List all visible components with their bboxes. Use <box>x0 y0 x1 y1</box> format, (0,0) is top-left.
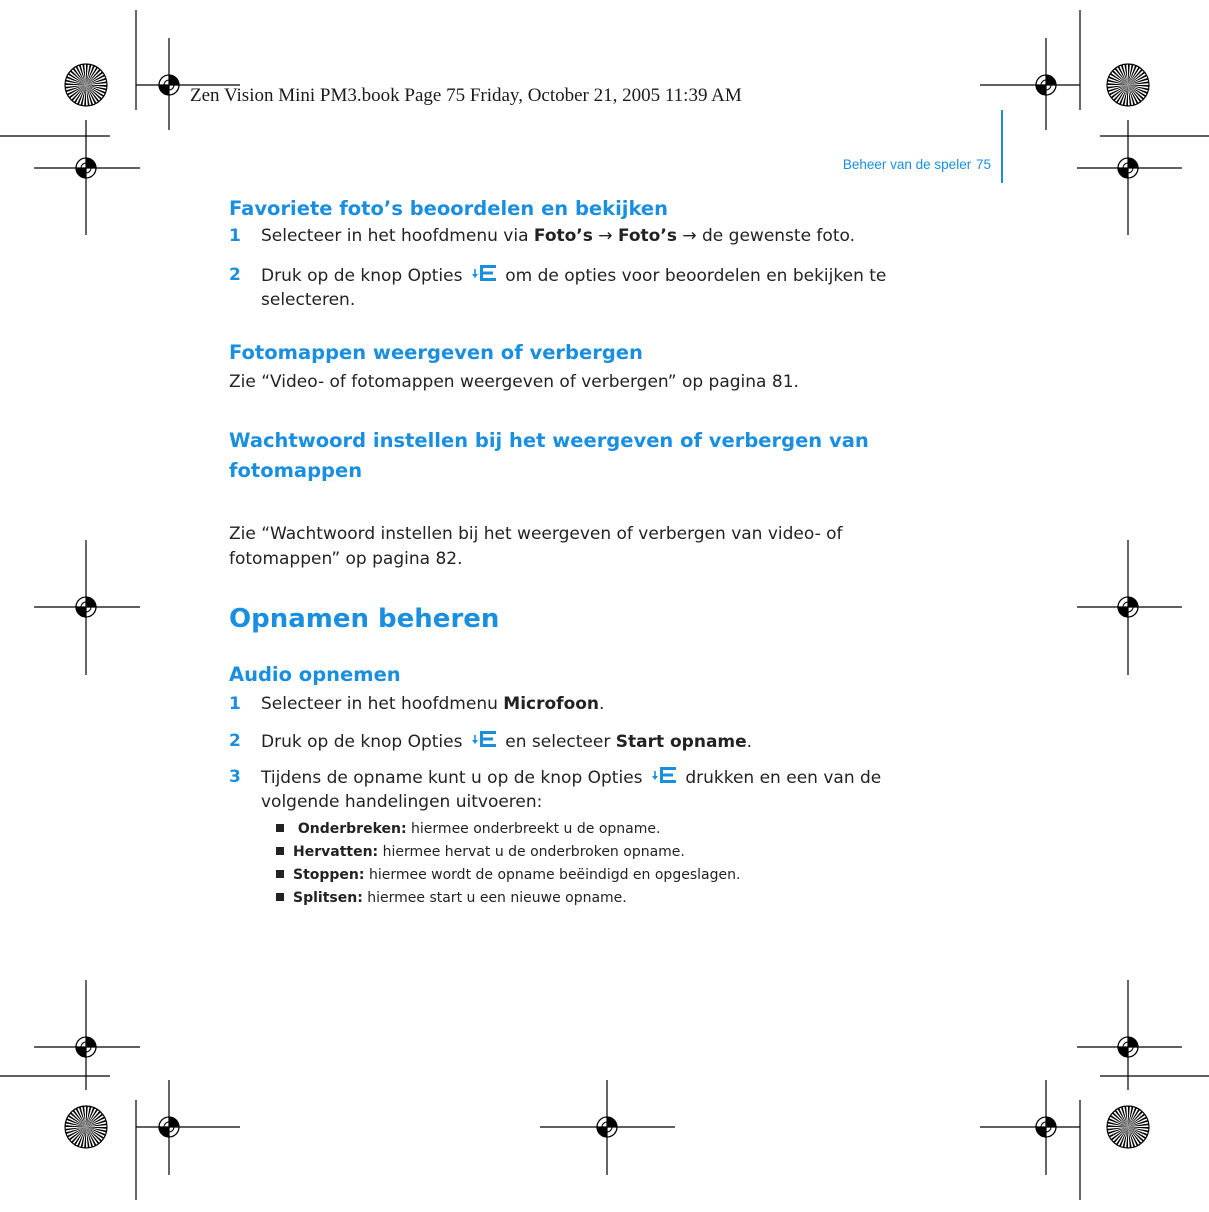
heading-photo-folders: Fotomappen weergeven of verbergen <box>229 341 643 364</box>
bullet-desc: hiermee onderbreekt u de opname. <box>406 821 661 837</box>
bullet-term: Stoppen: <box>293 867 365 883</box>
step-text: → de gewenste foto. <box>676 226 855 246</box>
bullet-item <box>276 888 627 908</box>
step-text: Druk op de knop Opties <box>261 266 468 286</box>
bullet-square-icon <box>276 847 284 855</box>
password-text-line1: Zie “Wachtwoord instellen bij het weergeven of verbergen van video- of <box>229 524 843 544</box>
heading-password-line1: Wachtwoord instellen bij het weergeven of verbergen van <box>229 429 869 452</box>
bullet-item <box>276 865 740 885</box>
registration-mark-icon <box>1118 158 1138 178</box>
heading-password-line2: fotomappen <box>229 459 363 482</box>
heading-favorite-photos: Favoriete foto’s beoordelen en bekijken <box>229 197 669 220</box>
starburst-target-icon <box>65 64 107 106</box>
step-bold: Foto’s <box>533 226 593 246</box>
step-text: . <box>599 694 605 714</box>
step-number: 1 <box>229 226 241 246</box>
section-title-recordings: Opnamen beheren <box>229 604 500 634</box>
step-number: 2 <box>229 265 241 285</box>
running-head-rule <box>1001 110 1003 183</box>
running-head <box>843 157 991 172</box>
step-bold: Microfoon <box>503 694 600 714</box>
bullet-item <box>276 842 685 862</box>
bullet-term: Splitsen: <box>293 890 363 906</box>
registration-mark-icon <box>1118 1037 1138 1057</box>
step-text-continued: selecteren. <box>261 290 356 310</box>
registration-mark-icon <box>159 1117 179 1137</box>
registration-mark-icon <box>1036 75 1056 95</box>
bullet-item <box>276 819 660 839</box>
bullet-term: Onderbreken: <box>293 821 407 837</box>
step-text: Selecteer in het hoofdmenu via <box>261 226 534 246</box>
options-icon <box>471 263 497 283</box>
registration-mark-icon <box>1118 597 1138 617</box>
crop-lines <box>0 10 1209 1200</box>
bullet-term: Hervatten: <box>293 844 379 860</box>
starburst-target-icon <box>65 1106 107 1148</box>
step-text: . <box>746 732 753 752</box>
step-text-continued: volgende handelingen uitvoeren: <box>261 792 543 812</box>
step-text: om de opties voor beoordelen en bekijken te <box>499 266 887 286</box>
registration-mark-icon <box>159 75 179 95</box>
step-bold: Foto’s <box>617 226 677 246</box>
step-number: 2 <box>229 731 241 751</box>
bullet-desc: hiermee start u een nieuwe opname. <box>362 890 627 906</box>
step-text: en selecteer <box>499 732 616 752</box>
starburst-target-icon <box>1107 64 1149 106</box>
bullet-square-icon <box>276 870 284 878</box>
registration-mark-icon <box>597 1117 617 1137</box>
registration-mark-icon <box>76 158 96 178</box>
page-number: 75 <box>975 157 991 172</box>
starburst-target-icon <box>1107 1106 1149 1148</box>
step-text: Selecteer in het hoofdmenu <box>261 694 504 714</box>
step-number: 3 <box>229 767 241 787</box>
bullet-desc: hiermee wordt de opname beëindigd en opgeslagen. <box>364 867 741 883</box>
options-icon <box>471 729 497 749</box>
registration-mark-icon <box>76 1037 96 1057</box>
registration-mark-icon <box>1036 1117 1056 1137</box>
step-number: 1 <box>229 694 241 714</box>
heading-audio-record: Audio opnemen <box>229 663 401 686</box>
print-header: Zen Vision Mini PM3.book Page 75 Friday, October 21, 2005 11:39 AM <box>190 85 742 106</box>
photo-folders-text: Zie “Video- of fotomappen weergeven of verbergen” op pagina 81. <box>229 372 799 392</box>
step-text: Tijdens de opname kunt u op de knop Opties <box>261 768 648 788</box>
registration-mark-icon <box>76 597 96 617</box>
bullet-desc: hiermee hervat u de onderbroken opname. <box>378 844 685 860</box>
step-bold: Start opname <box>615 732 747 752</box>
step-text: drukken en een van de <box>679 768 882 788</box>
bullet-square-icon <box>276 824 284 832</box>
bullet-square-icon <box>276 893 284 901</box>
step-text: Druk op de knop Opties <box>261 732 468 752</box>
arrow-text: → <box>592 226 618 246</box>
options-icon <box>651 765 677 785</box>
password-text-line2: fotomappen” op pagina 82. <box>229 549 463 569</box>
running-head-title: Beheer van de speler <box>842 157 972 172</box>
